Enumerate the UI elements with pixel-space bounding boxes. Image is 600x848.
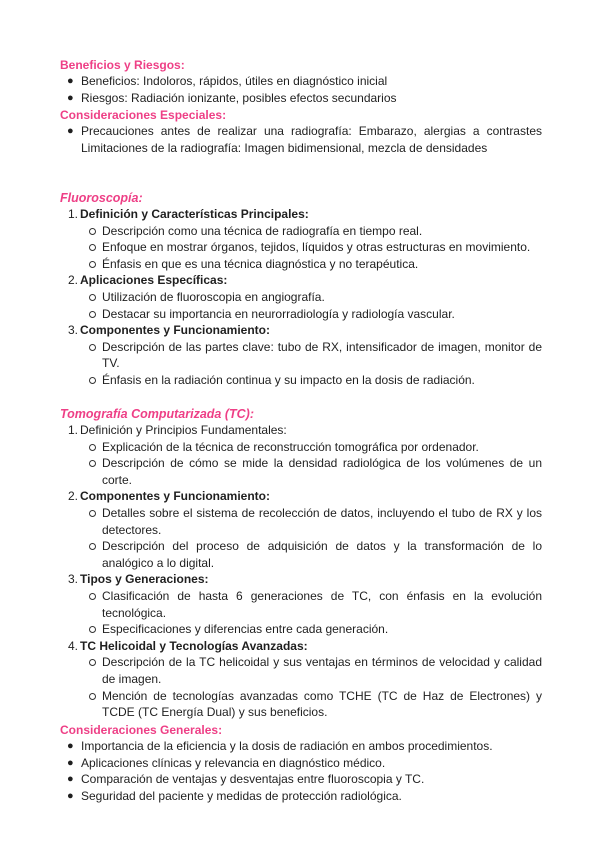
list-item: ● Importancia de la eficiencia y la dosis de radiación en ambos procedimientos. [67, 739, 493, 753]
bullet-icon: ● [67, 125, 74, 137]
circle-bullet-icon [89, 510, 96, 517]
numbered-item: 2. Aplicaciones Específicas: Utilización de fluoroscopia en angiografía. Destacar su importancia en neurorradiología y radiología vascular. [0, 272, 600, 322]
numbered-item: 3. Tipos y Generaciones: Clasificación de hasta 6 generaciones de TC, con énfasis en la evolución tecnológica. Especificaciones y diferencias entre cada generación. [0, 571, 600, 637]
circle-bullet-icon [89, 244, 96, 251]
circle-bullet-icon [89, 344, 96, 351]
list-item: ● Beneficios: Indoloros, rápidos, útiles en diagnóstico inicial [67, 74, 388, 88]
section-heading: Fluoroscopía: [60, 191, 143, 205]
list-item: Enfoque en mostrar órganos, tejidos, líquidos y otras estructuras en movimiento. [0, 239, 600, 256]
list-item: Clasificación de hasta 6 generaciones de TC, con énfasis en la evolución tecnológica. [0, 588, 600, 621]
bullet-icon: ● [67, 91, 74, 104]
list-item: ● Precauciones antes de realizar una radiografía: Embarazo, alergias a contrastes Limitaciones de la radiografía: Imagen bidimensional, mezcla de densidades [67, 124, 542, 155]
circle-bullet-icon [89, 626, 96, 633]
list-item: ● Aplicaciones clínicas y relevancia en diagnóstico médico. [67, 755, 386, 770]
bullet-icon: ● [67, 740, 74, 752]
list-item: Explicación de la técnica de reconstrucción tomográfica por ordenador. [0, 439, 600, 456]
section-heading: Consideraciones Generales: [60, 723, 223, 737]
bullet-icon: ● [67, 789, 74, 802]
circle-bullet-icon [89, 294, 96, 301]
bullet-list [0, 123, 600, 156]
bullet-icon: ● [67, 75, 74, 87]
numbered-item: 2. Componentes y Funcionamiento: Detalles sobre el sistema de recolección de datos, incluyendo el tubo de RX y los detectores. Descripción del proceso de adquisición de datos y la transformación de lo analógico a lo digital. [0, 488, 600, 571]
list-item: Descripción de la TC helicoidal y sus ventajas en términos de velocidad y calidad de imagen. [0, 654, 600, 687]
list-item: Descripción de cómo se mide la densidad radiológica de los volúmenes de un corte. [0, 455, 600, 488]
circle-bullet-icon [89, 659, 96, 666]
numbered-item: 4. TC Helicoidal y Tecnologías Avanzadas: Descripción de la TC helicoidal y sus ventajas en términos de velocidad y calidad de imagen. Mención de tecnologías avanzadas como TCHE (TC de Haz de Electrones) y TCDE (TC Energía Dual) y sus beneficios. [0, 638, 600, 721]
section-heading: Beneficios y Riesgos: [60, 58, 185, 72]
numbered-list [0, 422, 600, 721]
circle-bullet-icon [89, 228, 96, 235]
circle-bullet-icon [89, 593, 96, 600]
numbered-item: 3. Componentes y Funcionamiento: Descripción de las partes clave: tubo de RX, intensificador de imagen, monitor de TV. Énfasis en la radiación continua y su impacto en la dosis de radiación. [0, 322, 600, 388]
circle-bullet-icon [89, 311, 96, 318]
circle-bullet-icon [89, 693, 96, 700]
bullet-list [0, 738, 600, 804]
circle-bullet-icon [89, 377, 96, 384]
bullet-icon: ● [67, 756, 74, 769]
section-heading: Consideraciones Especiales: [60, 108, 227, 122]
circle-bullet-icon [89, 543, 96, 550]
bullet-list [0, 73, 600, 106]
list-item: Énfasis en la radiación continua y su impacto en la dosis de radiación. [0, 372, 600, 389]
section-heading: Tomografía Computarizada (TC): [60, 407, 254, 421]
circle-bullet-icon [89, 261, 96, 268]
list-item: Destacar su importancia en neurorradiología y radiología vascular. [0, 306, 600, 323]
list-item: Descripción de las partes clave: tubo de RX, intensificador de imagen, monitor de TV. [0, 339, 600, 372]
list-item: Descripción del proceso de adquisición de datos y la transformación de lo analógico a lo digital. [0, 538, 600, 571]
section-benefits-risks [0, 57, 600, 106]
numbered-item: 1. Definición y Principios Fundamentales: Explicación de la técnica de reconstrucción tomográfica por ordenador. Descripción de cómo se mide la densidad radiológica de los volúmenes de un corte. [0, 422, 600, 488]
list-item: Descripción como una técnica de radiografía en tiempo real. [0, 223, 600, 240]
section-general-considerations [0, 722, 600, 804]
numbered-item: 1. Definición y Características Principales: Descripción como una técnica de radiografía en tiempo real. Enfoque en mostrar órganos, tejidos, líquidos y otras estructuras en movimiento. Énfasis en que es una técnica diagnóstica y no terapéutica. [0, 206, 600, 272]
list-item: Especificaciones y diferencias entre cada generación. [0, 621, 600, 638]
list-item: ● Seguridad del paciente y medidas de protección radiológica. [67, 788, 402, 803]
list-item: Detalles sobre el sistema de recolección de datos, incluyendo el tubo de RX y los detectores. [0, 505, 600, 538]
section-ct [0, 406, 600, 721]
list-item: Utilización de fluoroscopia en angiografía. [0, 289, 600, 306]
section-fluoroscopy [0, 190, 600, 389]
list-item: ● Comparación de ventajas y desventajas entre fluoroscopia y TC. [67, 772, 425, 787]
list-item: Mención de tecnologías avanzadas como TCHE (TC de Haz de Electrones) y TCDE (TC Energía Dual) y sus beneficios. [0, 688, 600, 721]
bullet-icon: ● [67, 773, 74, 786]
list-item: Énfasis en que es una técnica diagnóstica y no terapéutica. [0, 256, 600, 273]
circle-bullet-icon [89, 460, 96, 467]
circle-bullet-icon [89, 444, 96, 451]
numbered-list [0, 206, 600, 389]
section-special-considerations [0, 107, 600, 156]
list-item: ● Riesgos: Radiación ionizante, posibles efectos secundarios [67, 90, 397, 105]
